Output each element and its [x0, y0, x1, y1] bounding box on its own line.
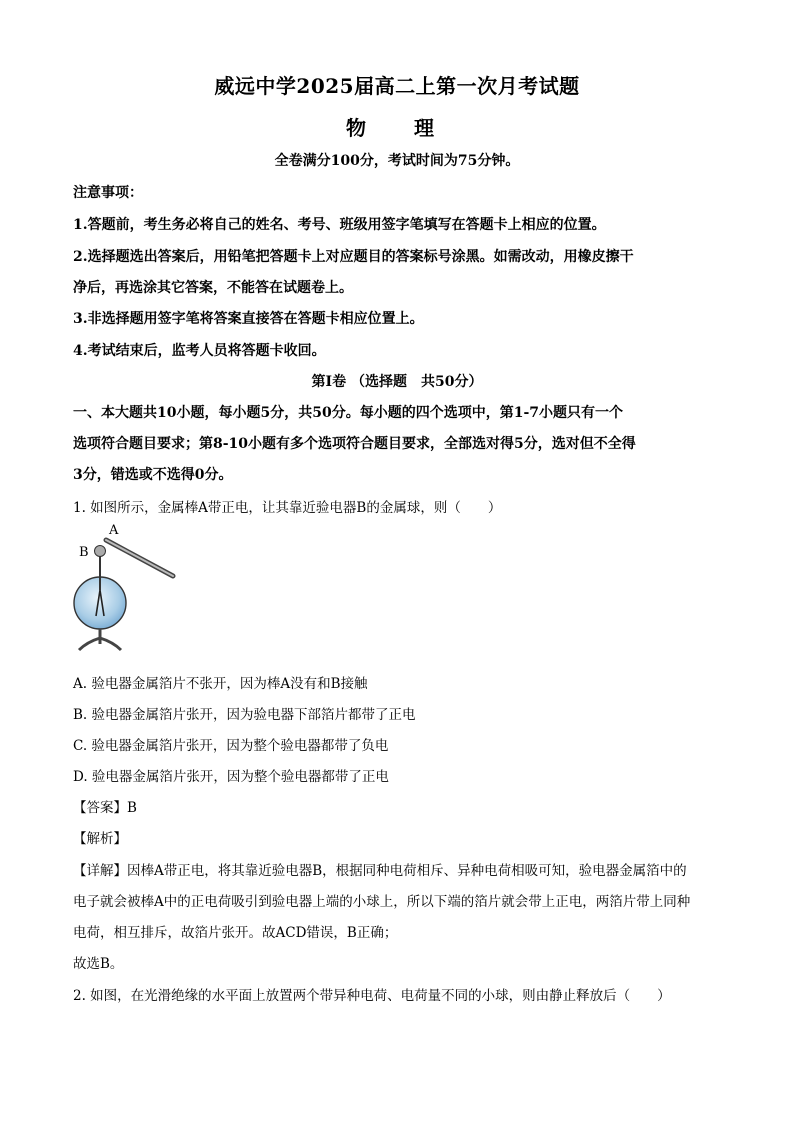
label-b: B: [79, 545, 89, 560]
option-c: C. 验电器金属箔片张开，因为整个验电器都带了负电: [73, 738, 389, 754]
section-intro: 一、本大题共10小题，每小题5分，共50分。每小题的四个选项中，第1-7小题只有一个: [73, 405, 623, 421]
note-item: 4.考试结束后，监考人员将答题卡收回。: [73, 343, 326, 359]
page-title: 威远中学2025届高二上第一次月考试题: [214, 74, 580, 98]
section-title: 第Ⅰ卷 （选择题 共50分）: [311, 374, 483, 390]
electroscope-figure: [73, 520, 183, 660]
stand: [79, 629, 121, 650]
analysis-heading: 【解析】: [73, 831, 127, 847]
option-b: B. 验电器金属箔片张开，因为验电器下部箔片都带了正电: [73, 707, 416, 723]
note-item: 3.非选择题用签字笔将答案直接答在答题卡相应位置上。: [73, 311, 424, 327]
section-intro: 3分，错选或不选得0分。: [73, 467, 233, 483]
analysis-line: 【详解】因棒A带正电，将其靠近验电器B，根据同种电荷相斥、异种电荷相吸可知，验电器金属箔中的: [73, 863, 687, 879]
option-a: A. 验电器金属箔片不张开，因为棒A没有和B接触: [73, 676, 368, 692]
note-item: 净后，再选涂其它答案，不能答在试题卷上。: [73, 280, 353, 296]
subject-title: 物 理: [346, 116, 448, 140]
analysis-line: 电荷，相互排斥，故箔片张开。故ACD错误，B正确；: [73, 925, 398, 941]
note-item: 2.选择题选出答案后，用铅笔把答题卡上对应题目的答案标号涂黑。如需改动，用橡皮擦干: [73, 249, 634, 265]
notes-heading: 注意事项：: [73, 185, 143, 201]
answer: 【答案】B: [73, 800, 137, 816]
label-a: A: [109, 523, 119, 538]
exam-meta: 全卷满分100分，考试时间为75分钟。: [274, 153, 520, 169]
question-1-stem: 1. 如图所示，金属棒A带正电，让其靠近验电器B的金属球，则（ ）: [73, 500, 502, 516]
metal-ball-b: [95, 546, 106, 557]
section-intro: 选项符合题目要求；第8-10小题有多个选项符合题目要求，全部选对得5分，选对但不全得: [73, 436, 636, 452]
question-2-stem: 2. 如图，在光滑绝缘的水平面上放置两个带异种电荷、电荷量不同的小球，则由静止释放后（ ）: [73, 988, 671, 1004]
option-d: D. 验电器金属箔片张开，因为整个验电器都带了正电: [73, 769, 389, 785]
analysis-line: 电子就会被棒A中的正电荷吸引到验电器上端的小球上，所以下端的箔片就会带上正电，两箔片带上同种: [73, 894, 691, 910]
analysis-line: 故选B。: [73, 956, 124, 972]
note-item: 1.答题前，考生务必将自己的姓名、考号、班级用签字笔填写在答题卡上相应的位置。: [73, 217, 606, 233]
